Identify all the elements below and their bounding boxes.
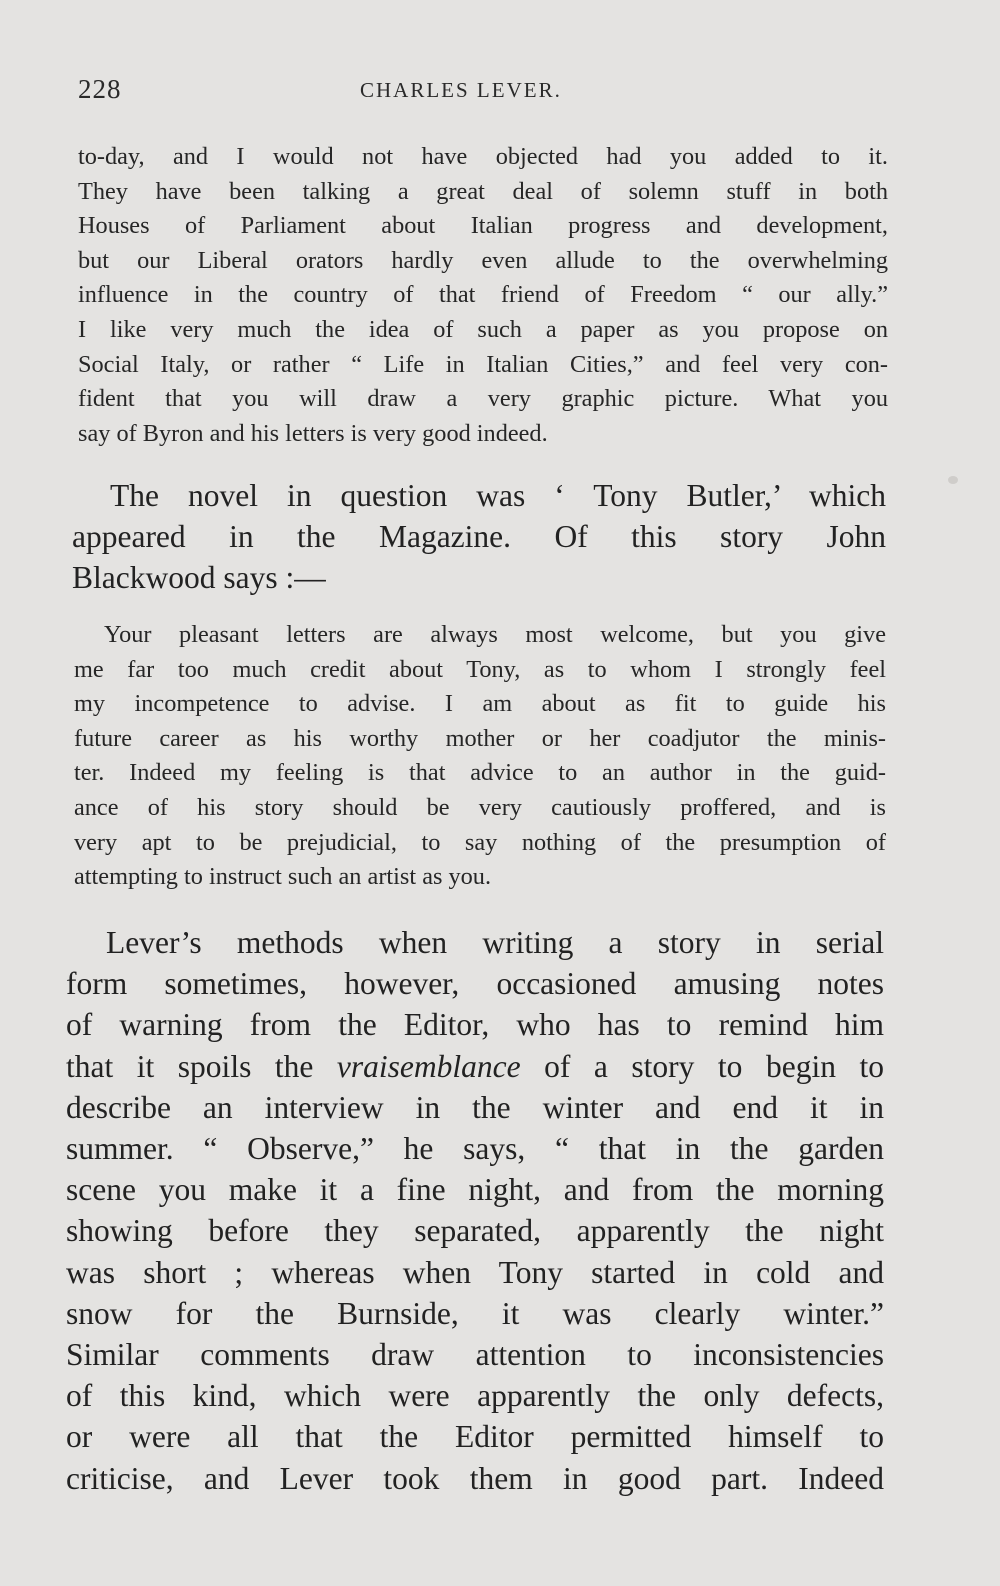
- text-line: influence in the country of that friend of Freedom “ our ally.”: [78, 281, 888, 309]
- text-line: Blackwood says :—: [72, 560, 326, 596]
- page-header: [78, 74, 888, 108]
- letter-excerpt-continued: [78, 140, 888, 451]
- text-line: my incompetence to advise. I am about as fit to guide his: [74, 690, 886, 718]
- text-line: describe an interview in the winter and end it in: [66, 1089, 884, 1125]
- text-line: was short ; whereas when Tony started in cold and: [66, 1254, 884, 1290]
- text-line: appeared in the Magazine. Of this story John: [72, 519, 886, 555]
- text-line: attempting to instruct such an artist as you.: [74, 863, 492, 891]
- text-line: but our Liberal orators hardly even allude to the overwhelming: [78, 246, 888, 274]
- running-head: CHARLES LEVER.: [360, 78, 562, 102]
- text-line: form sometimes, however, occasioned amusing notes: [66, 966, 884, 1002]
- text-line: me far too much credit about Tony, as to whom I strongly feel: [74, 655, 886, 683]
- text-line: Similar comments draw attention to inconsistencies: [66, 1337, 884, 1373]
- text-line: showing before they separated, apparently the night: [66, 1213, 884, 1249]
- page-number: 228: [78, 74, 122, 104]
- text-line: of warning from the Editor, who has to remind him: [66, 1007, 884, 1043]
- text-line: of this kind, which were apparently the only defects,: [66, 1378, 884, 1414]
- text-line: say of Byron and his letters is very good indeed.: [78, 419, 548, 447]
- narrative-paragraph: [66, 922, 884, 1499]
- text-line: Houses of Parliament about Italian progress and development,: [78, 212, 888, 240]
- paper-blemish: [948, 476, 958, 484]
- text-line: or were all that the Editor permitted himself to: [66, 1419, 884, 1455]
- text-line: I like very much the idea of such a paper as you propose on: [78, 315, 888, 343]
- text-line: They have been talking a great deal of solemn stuff in both: [78, 177, 888, 205]
- text-line: fident that you will draw a very graphic picture. What you: [78, 385, 888, 413]
- text-line: snow for the Burnside, it was clearly winter.”: [66, 1295, 884, 1331]
- text-line: The novel in question was ‘ Tony Butler,’ which: [110, 478, 886, 513]
- text-line: Social Italy, or rather “ Life in Italian Cities,” and feel very con-: [78, 350, 888, 378]
- text-line: Your pleasant letters are always most welcome, but you give: [104, 621, 886, 648]
- text-line: ter. Indeed my feeling is that advice to an author in the guid-: [74, 759, 886, 787]
- text-line: ance of his story should be very cautiously proffered, and is: [74, 793, 886, 821]
- text-line: very apt to be prejudicial, to say nothing of the presumption of: [74, 828, 886, 856]
- quoted-letter: [74, 618, 886, 895]
- text-line: scene you make it a fine night, and from the morning: [66, 1172, 884, 1208]
- text-line: future career as his worthy mother or her coadjutor the minis-: [74, 724, 886, 752]
- text-line: criticise, and Lever took them in good part. Indeed: [66, 1460, 884, 1496]
- text-line-with-italic: [66, 1046, 884, 1087]
- text-fragment: of a story to begin to: [520, 1048, 884, 1084]
- text-line: to-day, and I would not have objected had you added to it.: [78, 143, 888, 170]
- text-line: summer. “ Observe,” he says, “ that in the garden: [66, 1131, 884, 1167]
- text-fragment: that it spoils the: [66, 1048, 337, 1084]
- italic-term: vraisemblance: [336, 1048, 521, 1084]
- narrative-paragraph: [72, 475, 886, 599]
- text-line: Lever’s methods when writing a story in serial: [106, 925, 884, 960]
